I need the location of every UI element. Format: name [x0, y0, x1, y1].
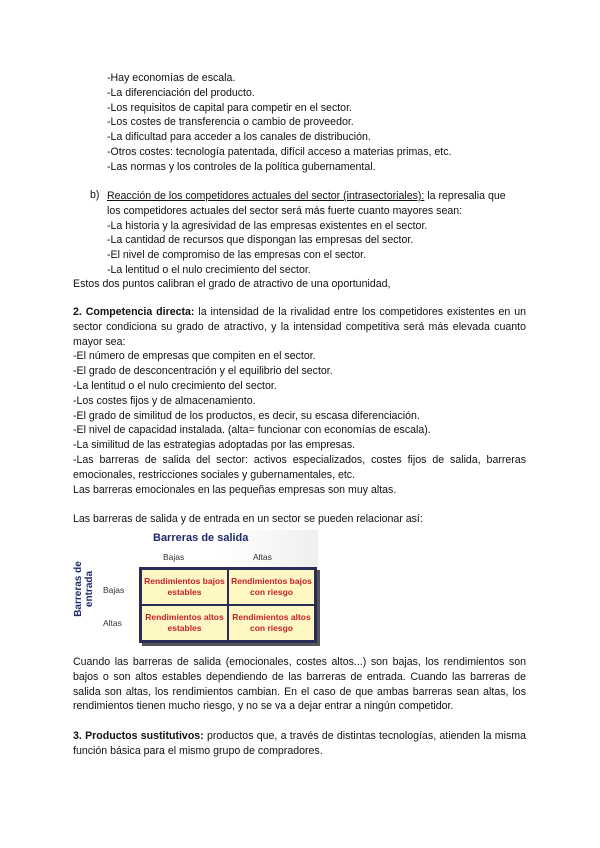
list-item: -Los costes fijos y de almacenamiento.: [73, 394, 256, 407]
paragraph: Las barreras de salida y de entrada en un sector se pueden relacionar así:: [73, 513, 423, 525]
col-label-bajas: Bajas: [163, 552, 185, 562]
list-item: -Los requisitos de capital para competir en el sector.: [107, 101, 352, 114]
list-item: -Los costes de transferencia o cambio de proveedor.: [107, 116, 354, 129]
section-3-heading: 3. Productos sustitutivos:: [73, 730, 204, 742]
row-label-altas: Altas: [103, 618, 122, 628]
matrix-grid: [139, 567, 317, 643]
list-item: -El nivel de capacidad instalada. (alta= funcionar con economías de escala).: [73, 424, 431, 437]
section-3-text: productos que, a través de distintas tecnologías, atienden la misma función básica para el mismo grupo de compradores.: [73, 730, 526, 757]
barriers-matrix-figure: [73, 530, 318, 642]
section-3: [73, 729, 526, 759]
list-item: -Las barreras de salida del sector: activos especializados, costes fijos de salida, barreras emocionales, restricciones sociales y gubernamentales, etc.: [73, 453, 526, 481]
col-label-altas: Altas: [253, 552, 272, 562]
list-item: -El grado de desconcentración y el equilibrio del sector.: [73, 365, 333, 378]
matrix-cell: Rendimientos bajos con riesgo: [228, 569, 315, 605]
matrix-cell: Rendimientos altos estables: [141, 605, 228, 641]
entry-barriers-list: [107, 71, 527, 175]
paragraph: Las barreras emocionales en las pequeñas empresas son muy altas.: [73, 483, 397, 496]
list-marker-b: b): [90, 189, 100, 201]
row-label-bajas: Bajas: [103, 585, 125, 595]
list-item: -La lentitud o el nulo crecimiento del sector.: [73, 379, 277, 392]
list-item: -La dificultad para acceder a los canales de distribución.: [107, 131, 371, 144]
list-item: -La historia y la agresividad de las empresas existentes en el sector.: [107, 219, 428, 232]
list-item: -La lentitud o el nulo crecimiento del sector.: [107, 263, 311, 276]
figure-y-title: Barreras de entrada: [73, 561, 95, 617]
b-heading: Reacción de los competidores actuales del sector (intrasectoriales):: [107, 190, 425, 202]
list-item: -El nivel de compromiso de las empresas con el sector.: [107, 249, 367, 262]
summary-line: Estos dos puntos calibran el grado de atractivo de una oportunidad,: [73, 278, 391, 290]
list-item: -La similitud de las estrategias adoptadas por las empresas.: [73, 439, 356, 452]
list-item: -El grado de similitud de los productos, es decir, su escasa diferenciación.: [73, 409, 420, 422]
list-item: -La diferenciación del producto.: [107, 86, 255, 99]
list-item: -Hay economías de escala.: [107, 72, 236, 84]
list-item: -La cantidad de recursos que dispongan las empresas del sector.: [107, 234, 414, 247]
paragraph: Cuando las barreras de salida (emocionales, costes altos...) son bajas, los rendimientos son bajos o son altos estables dependiendo de las barreras de entrada. Cuando las barreras de salida son altas, los rendimientos cambian. En el caso de que ambas barreras sean altas, los rendimientos tienen mucho riesgo, y no se va a dejar entrar a ningún competidor.: [73, 656, 526, 713]
b-text-2: los competidores actuales del sector será más fuerte cuanto mayores sean:: [107, 204, 463, 217]
section-2: [73, 305, 526, 497]
b-text: la represalia que: [424, 190, 506, 202]
list-item: -Las normas y los controles de la política gubernamental.: [107, 160, 376, 173]
list-item: -Otros costes: tecnología patentada, difícil acceso a materias primas, etc.: [107, 145, 452, 158]
section-2-heading: 2. Competencia directa:: [73, 306, 195, 318]
figure-title: Barreras de salida: [153, 532, 249, 544]
matrix-cell: Rendimientos bajos estables: [141, 569, 228, 605]
section-b: [107, 189, 527, 278]
matrix-cell: Rendimientos altos con riesgo: [228, 605, 315, 641]
list-item: -El número de empresas que compiten en el sector.: [73, 350, 316, 363]
section-2-text: la intensidad de la rivalidad entre los competidores existentes en un sector condiciona su grado de atractivo, y la intensidad competitiva será más elevada cuanto mayor sea:: [73, 306, 527, 348]
